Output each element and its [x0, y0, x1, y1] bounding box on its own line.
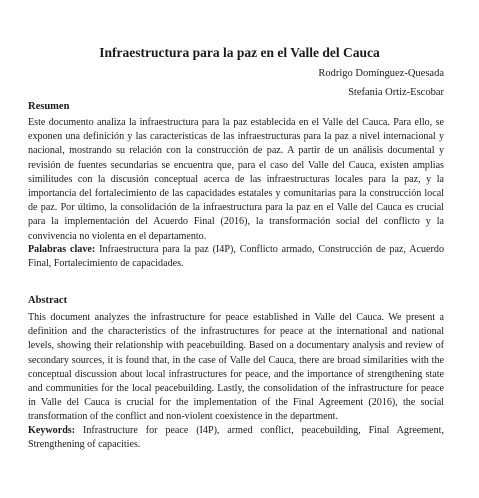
paper-title: Infraestructura para la paz en el Valle del Cauca	[99, 45, 380, 60]
abstract-heading: Abstract	[28, 295, 68, 306]
keywords-label: Keywords:	[28, 425, 76, 436]
keywords-text: Infrastructure for peace (I4P), armed conflict, peacebuilding, Final Agreement, Strengthening of capacities.	[28, 425, 444, 451]
palabras-clave	[28, 243, 444, 271]
palabras-clave-text: Infraestructura para la paz (I4P), Conflicto armado, Construcción de paz, Acuerdo Final, Fortalecimiento de capacidades.	[28, 244, 444, 270]
palabras-clave-label: Palabras clave:	[28, 244, 96, 255]
resumen-body: Este documento analiza la infraestructura para la paz establecida en el Valle del Cauca. Para ello, se exponen una definición y las características de las infraestructuras para la paz a nivel internacional y nacional, mostrando su relación con la construcción de paz. A partir de un análisis documental y revisión de fuentes secundarias se encuentra que, para el caso del Valle del Cauca, existen amplias similitudes con la discusión conceptual acerca de las infraestructuras locales para la paz, y la importancia del fortalecimiento de las capacidades estatales y comunitarias para la construcción local de paz. Por último, la consolidación de la infraestructura para la paz en el Valle del Cauca es crucial para la implementación del Acuerdo Final (2016), la transformación social del conflicto y la convivencia no violenta en el departamento.	[28, 117, 444, 242]
keywords	[28, 424, 444, 452]
abstract-body: This document analyzes the infrastructure for peace established in Valle del Cauca. We present a definition and the characteristics of the infrastructures for peace at the international and national levels, showing their relationship with peacebuilding. Based on a documentary analysis and review of secondary sources, it is found that, in the case of Valle del Cauca, there are broad similarities with the conceptual discussion about local infrastructures for peace, and the importance of strengthening state and communities for the local peacebuilding. Lastly, the consolidation of the infrastructure for peace in Valle del Cauca is crucial for the implementation of the Final Agreement (2016), the social transformation of the conflict and non-violent coexistence in the department.	[28, 312, 444, 423]
author-1: Rodrigo Domínguez-Quesada	[318, 68, 444, 79]
resumen-heading: Resumen	[28, 101, 70, 112]
author-2: Stefania Ortiz-Escobar	[348, 87, 444, 98]
